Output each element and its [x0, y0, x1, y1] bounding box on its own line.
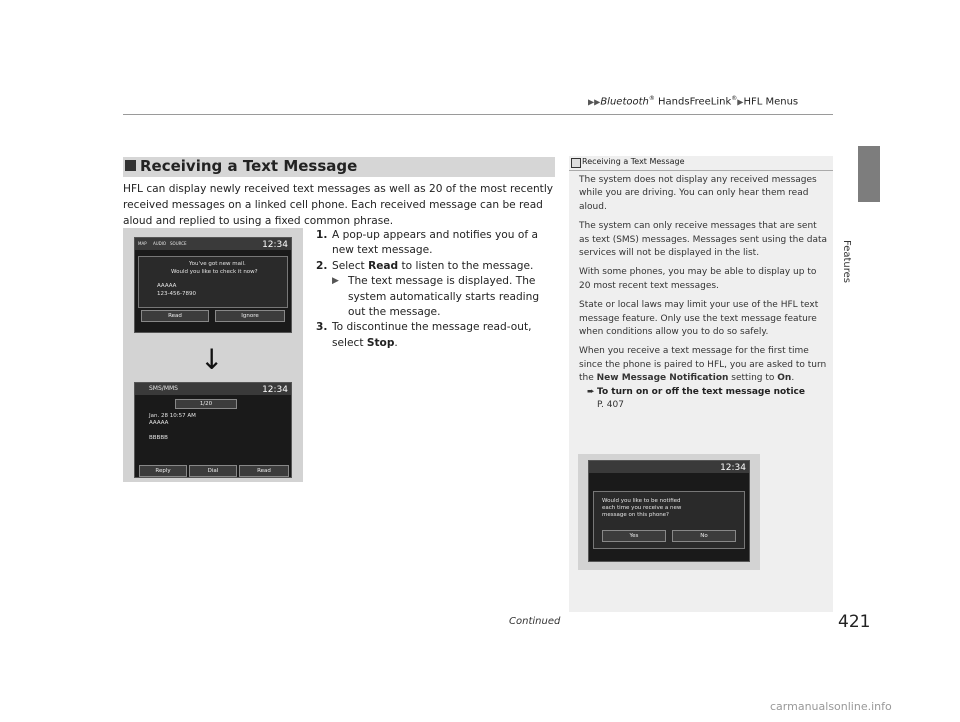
note-header: [569, 156, 833, 171]
note-paragraph: State or local laws may limit your use of the HFL text message feature. Only use the text message feature when conditions allow you to do so safely.: [579, 300, 819, 338]
note-paragraph: The system can only receive messages that are sent as text (SMS) messages. Messages sent using the data services will not be displayed in the list.: [579, 221, 828, 259]
message-counter: 1/20: [175, 399, 237, 409]
page-number: 421: [838, 612, 871, 632]
section-header: [123, 157, 555, 177]
breadcrumb-arrow-icon: ▶: [737, 97, 744, 107]
note-paragraph: With some phones, you may be able to display up to 20 most recent text messages.: [579, 267, 817, 291]
screen-top-bar: MAP AUDIO SOURCE: [135, 238, 291, 250]
section-title: Receiving a Text Message: [140, 157, 358, 175]
intro-paragraph: HFL can display newly received text messages as well as 20 of the most recently received messages on a linked cell phone. Each received message can be read aloud and replied to using a fixed common phrase.: [123, 183, 554, 227]
screen-clock: 12:34: [262, 385, 288, 395]
breadcrumb: ▶▶Bluetooth® HandsFreeLink®▶HFL Menus: [588, 95, 799, 108]
continued-label: Continued: [509, 616, 561, 627]
yes-button[interactable]: Yes: [602, 530, 666, 542]
note-paragraph: The system does not display any received messages while you are driving. You can only hear them read aloud.: [579, 175, 817, 212]
down-arrow-icon: ↓: [200, 343, 224, 376]
section-square-icon: [125, 160, 136, 171]
chapter-label: Features: [841, 240, 852, 283]
new-mail-screen: [134, 237, 292, 333]
result-arrow-icon: ▶: [332, 276, 339, 287]
dial-button[interactable]: Dial: [189, 465, 237, 477]
reply-button[interactable]: Reply: [139, 465, 187, 477]
step-2-result: ▶ The text message is displayed. The system automatically starts reading out the message.: [332, 275, 540, 319]
step-2: 2. Select Read to listen to the message. ▶ The text message is displayed. The system automatically starts reading out the message.: [316, 259, 554, 321]
screen-clock: 12:34: [720, 463, 746, 473]
breadcrumb-bluetooth: Bluetooth: [600, 96, 649, 108]
notification-screen-panel: [578, 454, 760, 570]
step-1: 1. A pop-up appears and notifies you of a new text message.: [316, 229, 538, 257]
chapter-tab: [858, 146, 880, 202]
read-button[interactable]: Read: [141, 310, 209, 322]
note-body: [579, 174, 829, 413]
notification-screen: [588, 460, 750, 562]
breadcrumb-hfl: HandsFreeLink: [654, 96, 732, 108]
breadcrumb-arrow-icon: ▶▶: [588, 97, 601, 107]
note-paragraph: When you receive a text message for the first time since the phone is paired to HFL, you are asked to turn the New Message Notification setting to On.: [579, 346, 827, 384]
note-icon: [571, 158, 581, 168]
sms-screen: SMS/MMS 12:34 1/20 Jan. 28 10:57 AM AAAAA BBBBB Reply Dial Read: [134, 382, 292, 478]
read-button[interactable]: Read: [239, 465, 289, 477]
note-title: Receiving a Text Message: [582, 157, 685, 166]
reference-icon: ➨: [587, 386, 595, 397]
cross-reference-link[interactable]: ➨ To turn on or off the text message notice P. 407: [587, 386, 805, 411]
steps-list: [316, 228, 554, 351]
ignore-button[interactable]: Ignore: [215, 310, 285, 322]
step-3: 3. To discontinue the message read-out, select Stop.: [316, 321, 532, 349]
screen-top-bar: SMS/MMS: [135, 383, 291, 395]
screen-clock: 12:34: [262, 240, 288, 250]
header-rule: [123, 114, 833, 115]
watermark: carmanualsonline.info: [770, 700, 892, 713]
no-button[interactable]: No: [672, 530, 736, 542]
notification-dialog: Would you like to be notified each time you receive a new message on this phone? Yes No: [593, 491, 745, 549]
breadcrumb-hfl-menus: HFL Menus: [743, 96, 799, 108]
new-mail-dialog: You've got new mail. Would you like to check it now? AAAAA 123-456-7890: [138, 256, 288, 308]
